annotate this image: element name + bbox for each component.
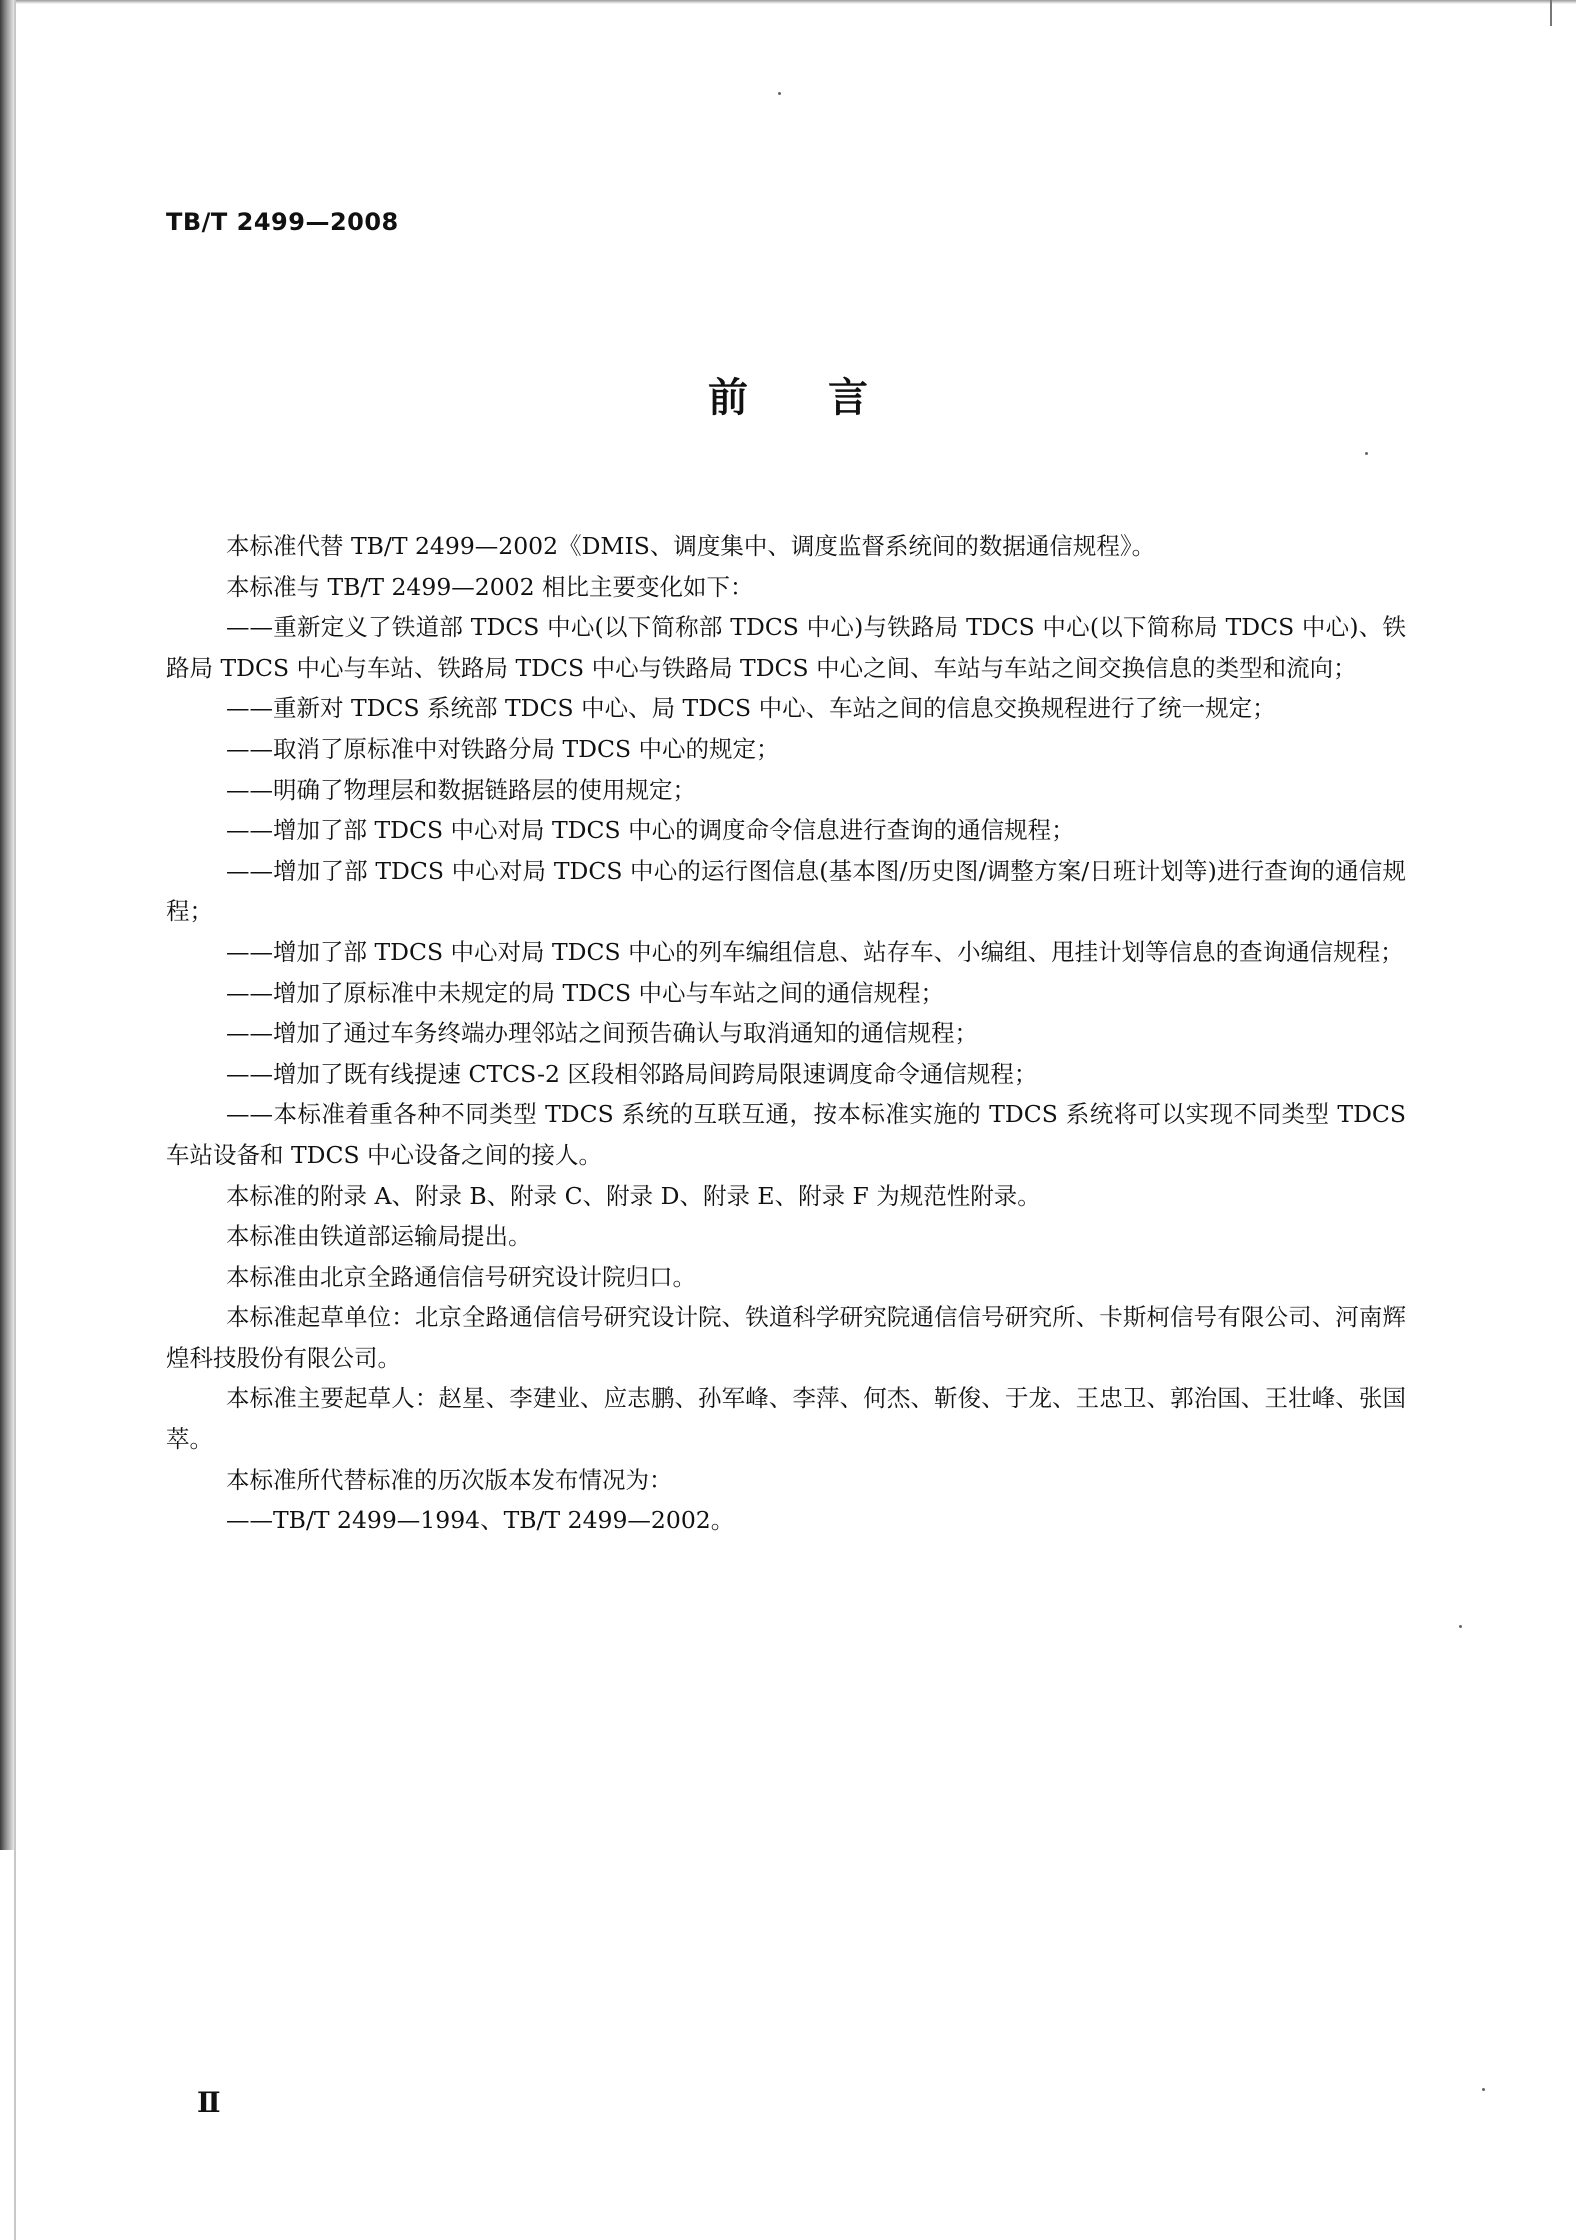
change-item: ——取消了原标准中对铁路分局 TDCS 中心的规定； <box>226 734 780 763</box>
change-item: ——增加了既有线提速 CTCS-2 区段相邻路局间跨局限速调度命令通信规程； <box>226 1059 1038 1088</box>
paragraph: 本标准与 TB/T 2499—2002 相比主要变化如下： <box>226 572 754 601</box>
scan-edge-top <box>0 0 1576 4</box>
paragraph: 本标准由北京全路通信信号研究设计院归口。 <box>226 1262 696 1291</box>
paragraph: 本标准所代替标准的历次版本发布情况为： <box>226 1465 673 1494</box>
scan-speck <box>1482 2088 1485 2091</box>
change-item: ——明确了物理层和数据链路层的使用规定； <box>226 775 696 804</box>
paragraph: 本标准主要起草人：赵星、李建业、应志鹏、孙军峰、李萍、何杰、靳俊、于龙、王忠卫、郭治国、王壮峰、张国萃。 <box>166 1384 1406 1454</box>
scan-speck <box>1365 452 1368 455</box>
version-item: ——TB/T 2499—1994、TB/T 2499—2002。 <box>226 1506 735 1535</box>
change-item: ——重新对 TDCS 系统部 TDCS 中心、局 TDCS 中心、车站之间的信息交换规程进行了统一规定； <box>226 694 1276 723</box>
foreword-body <box>166 526 1406 1541</box>
paragraph: 本标准代替 TB/T 2499—2002《DMIS、调度集中、调度监督系统间的数据通信规程》。 <box>226 532 1156 560</box>
change-item: ——重新定义了铁道部 TDCS 中心(以下简称部 TDCS 中心)与铁路局 TDCS 中心(以下简称局 TDCS 中心)、铁路局 TDCS 中心与车站、铁路局 TDCS 中心与铁路局 TDCS 中心之间、车站与车站之间交换信息的类型和流向； <box>166 613 1406 682</box>
paragraph: 本标准起草单位：北京全路通信信号研究设计院、铁道科学研究院通信信号研究所、卡斯柯信号有限公司、河南辉煌科技股份有限公司。 <box>166 1303 1406 1372</box>
scan-edge-right <box>1550 0 1552 26</box>
change-item: ——增加了通过车务终端办理邻站之间预告确认与取消通知的通信规程； <box>226 1019 978 1048</box>
change-item: ——增加了部 TDCS 中心对局 TDCS 中心的调度命令信息进行查询的通信规程； <box>226 816 1075 845</box>
change-item: ——增加了部 TDCS 中心对局 TDCS 中心的列车编组信息、站存车、小编组、甩挂计划等信息的查询通信规程； <box>226 937 1404 966</box>
scan-speck <box>1459 1625 1462 1628</box>
standard-code: TB/T 2499—2008 <box>166 208 399 236</box>
scan-edge-line <box>14 0 16 2240</box>
change-item: ——增加了原标准中未规定的局 TDCS 中心与车站之间的通信规程； <box>226 978 945 1007</box>
paragraph: 本标准的附录 A、附录 B、附录 C、附录 D、附录 E、附录 F 为规范性附录。 <box>226 1181 1041 1210</box>
scan-edge-left <box>0 0 14 1850</box>
page-title: 前言 <box>708 374 948 421</box>
scan-speck <box>778 92 781 95</box>
paragraph: 本标准由铁道部运输局提出。 <box>226 1222 532 1251</box>
change-item: ——本标准着重各种不同类型 TDCS 系统的互联互通，按本标准实施的 TDCS 系统将可以实现不同类型 TDCS 车站设备和 TDCS 中心设备之间的接人。 <box>166 1100 1406 1169</box>
page-number: Ⅱ <box>197 2086 221 2119</box>
change-item: ——增加了部 TDCS 中心对局 TDCS 中心的运行图信息(基本图/历史图/调整方案/日班计划等)进行查询的通信规程； <box>166 856 1406 926</box>
